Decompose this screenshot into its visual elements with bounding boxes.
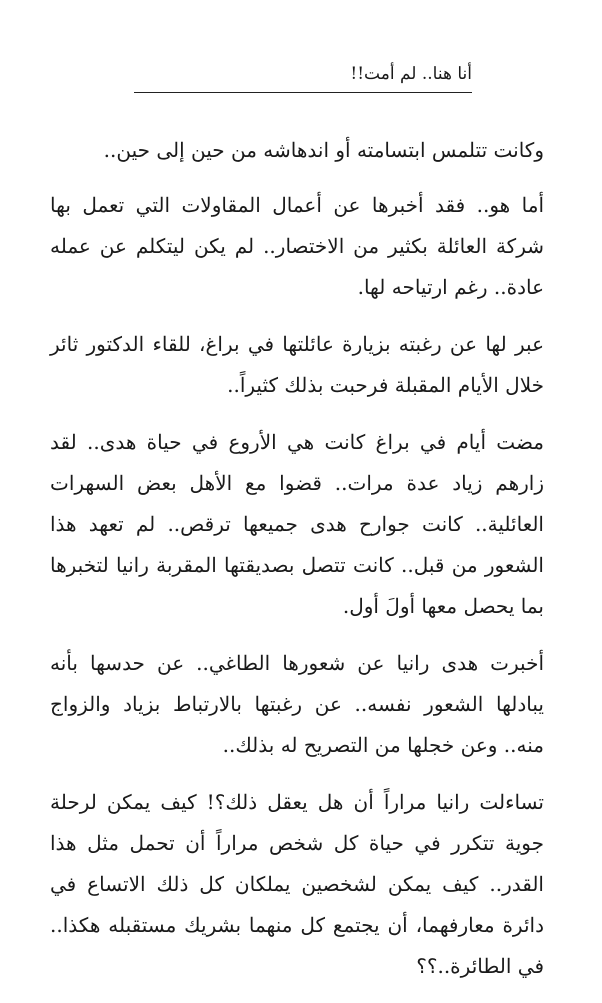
paragraph-3: عبر لها عن رغبته بزيارة عائلتها في براغ، للقاء الدكتور ثائر خلال الأيام المقبلة فرحبت بذلك كثيراً.. [50,332,544,397]
paragraph-1: وكانت تتلمس ابتسامته أو اندهاشه من حين إلى حين.. [103,138,544,162]
body-text [50,130,544,1003]
paragraph-5: أخبرت هدى رانيا عن شعورها الطاغي.. عن حدسها بأنه يبادلها الشعور نفسه.. عن رغبتها بالارتباط بزياد والزواج منه.. وعن خجلها من التصريح له بذلك.. [50,651,544,757]
paragraph-2: أما هو.. فقد أخبرها عن أعمال المقاولات التي تعمل بها شركة العائلة بكثير من الاختصار.. لم يكن ليتكلم عن عمله عادة.. رغم ارتياحه لها. [50,193,544,299]
paragraph-6: تساءلت رانيا مراراً أن هل يعقل ذلك؟! كيف يمكن لرحلة جوية تتكرر في حياة كل شخص مراراً أن تحمل مثل هذا القدر.. كيف يمكن لشخصين يملكان كل ذلك الاتساع في دائرة معارفهما، أن يجتمع كل منهما بشريك مستقبله هكذا.. في الطائرة..؟؟ [50,790,544,978]
running-header-title: أنا هنا.. لم أمت!! [134,62,472,93]
paragraph-4: مضت أيام في براغ كانت هي الأروع في حياة هدى.. لقد زارهم زياد عدة مرات.. قضوا مع الأهل بعض السهرات العائلية.. كانت جوارح هدى جميعها ترقص.. لم تعهد هذا الشعور من قبل.. كانت تتصل بصديقتها المقربة رانيا لتخبرها بما يحصل معها أولَ أول. [50,430,544,618]
